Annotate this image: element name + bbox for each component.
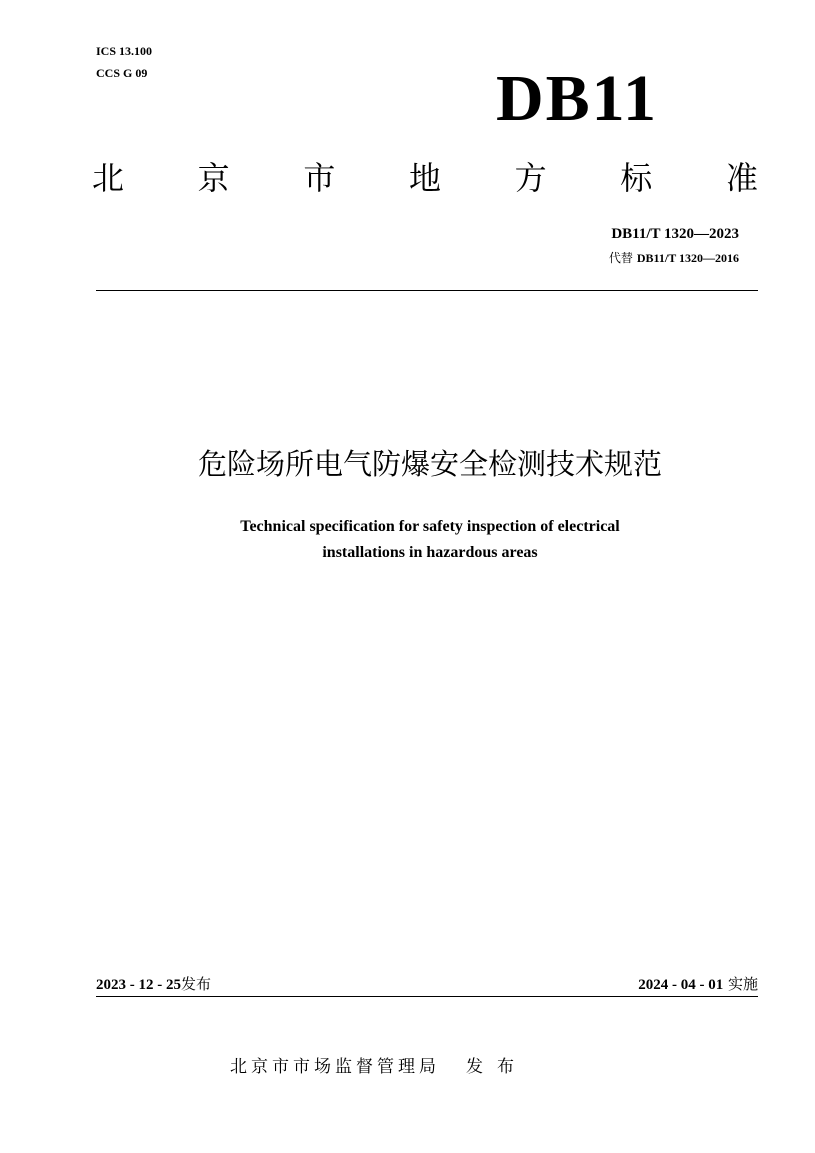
- title-english-line-1: Technical specification for safety inspection of electrical: [240, 518, 620, 535]
- standard-type-char: 京: [197, 159, 230, 197]
- replaces-line: [609, 246, 739, 270]
- implement-date-group: [638, 973, 758, 996]
- ccs-code: CCS G 09: [96, 66, 148, 80]
- publisher-action: 发布: [466, 1057, 528, 1077]
- implement-label: 实施: [727, 975, 758, 993]
- standard-type-char: 地: [408, 159, 441, 197]
- standard-type-char: 方: [514, 159, 547, 197]
- top-divider: [96, 290, 758, 291]
- standard-type-heading: [92, 156, 758, 200]
- issue-date: 2023 - 12 - 25: [96, 977, 181, 993]
- standard-type-char: 市: [303, 159, 336, 197]
- standard-type-char: 准: [725, 159, 758, 197]
- standard-number: DB11/T 1320—2023: [611, 226, 739, 242]
- replaces-number: DB11/T 1320—2016: [636, 251, 739, 265]
- standard-number-block: [609, 222, 739, 270]
- ics-code: ICS 13.100: [96, 44, 153, 58]
- replaces-label: 代替: [608, 251, 633, 265]
- bottom-divider: [96, 996, 758, 997]
- publisher-line: [230, 1054, 528, 1080]
- standard-type-char: 北: [92, 159, 125, 197]
- implement-date: 2024 - 04 - 01: [638, 977, 724, 993]
- publisher-name: 北京市市场监督管理局: [230, 1057, 440, 1077]
- title-english: [0, 514, 815, 566]
- standard-type-char: 标: [620, 159, 653, 197]
- title-english-line-2: installations in hazardous areas: [322, 544, 538, 561]
- issue-label: 发布: [181, 975, 212, 993]
- title-chinese: 危险场所电气防爆安全检测技术规范: [197, 447, 662, 481]
- db11-logo-text: DB11: [496, 62, 659, 135]
- classification-codes: [96, 40, 152, 84]
- issue-date-group: [96, 973, 211, 996]
- date-row: [96, 973, 758, 996]
